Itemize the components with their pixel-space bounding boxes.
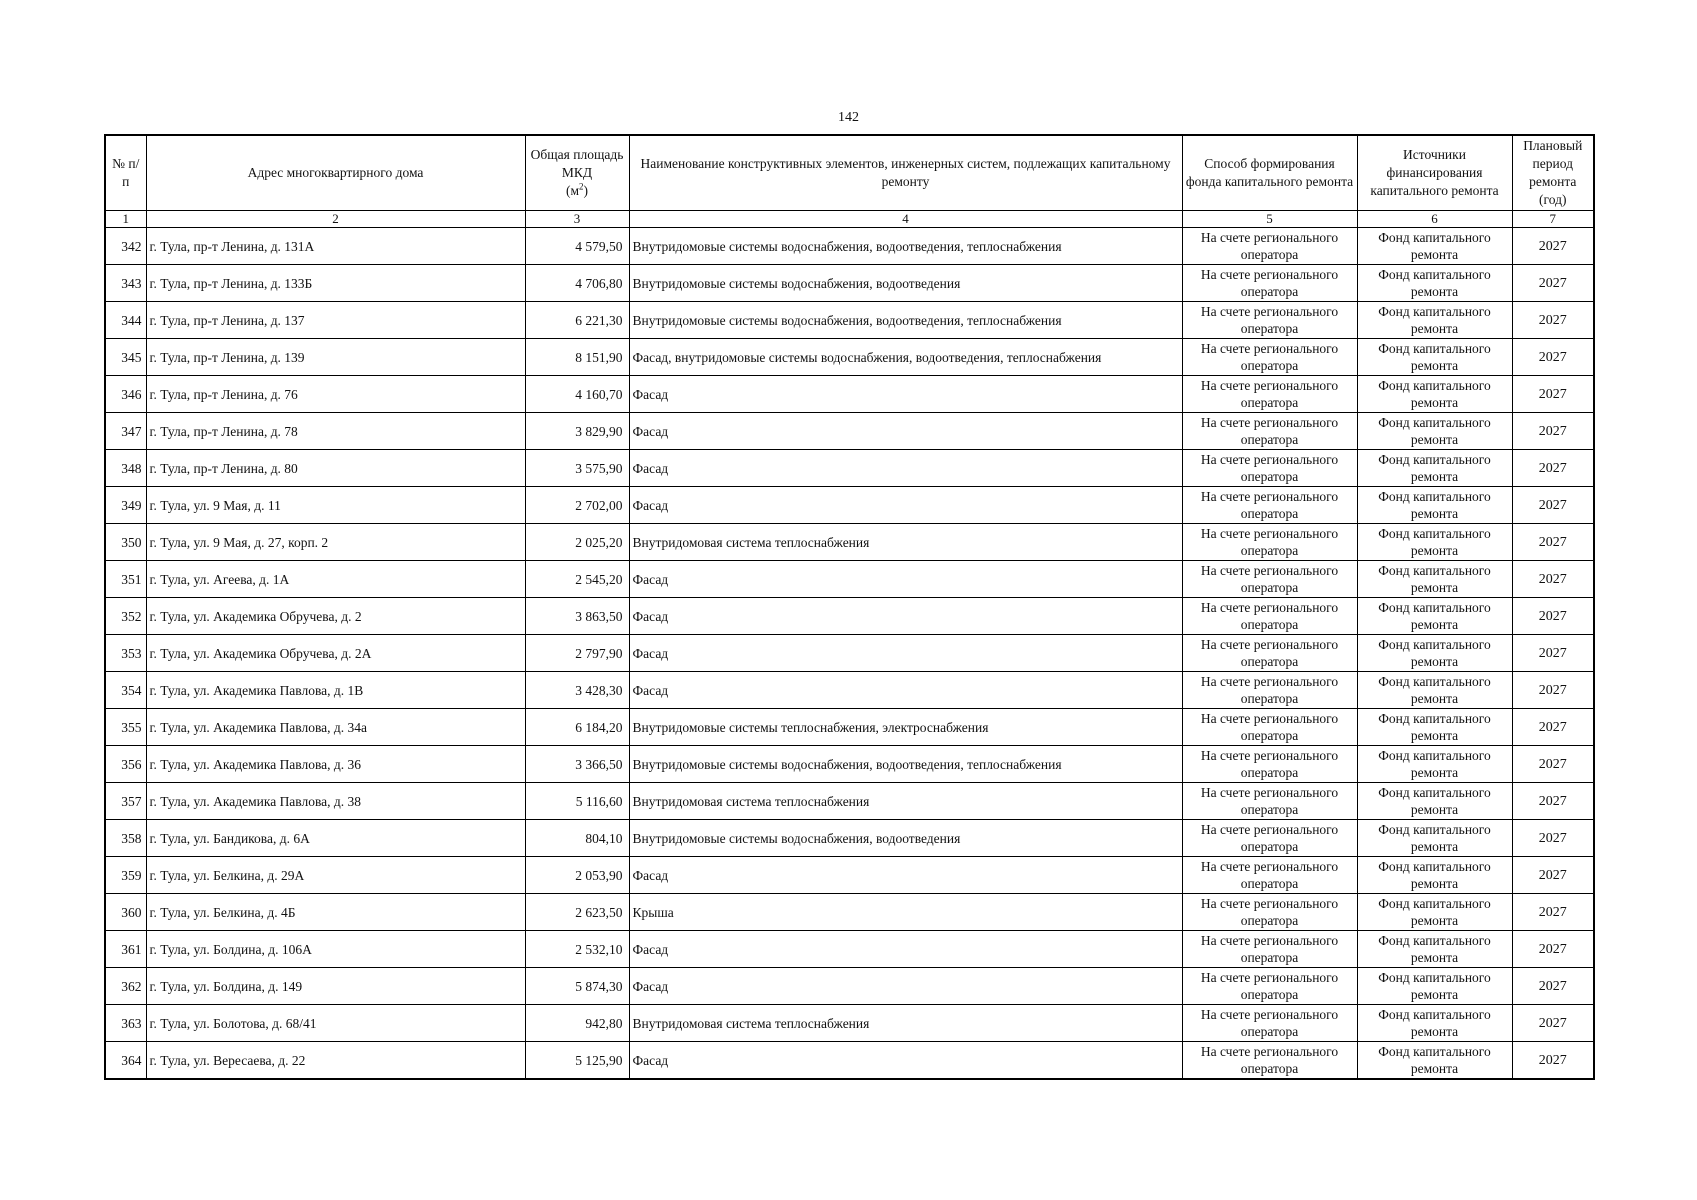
- source-cell: Фонд капитального ремонта: [1357, 561, 1512, 598]
- address-cell: г. Тула, ул. Академика Павлова, д. 34а: [146, 709, 525, 746]
- table-row: [105, 635, 1594, 672]
- area-cell: 2 025,20: [525, 524, 629, 561]
- source-cell: Фонд капитального ремонта: [1357, 376, 1512, 413]
- row-number: 343: [105, 265, 146, 302]
- method-cell: На счете регионального оператора: [1182, 450, 1357, 487]
- year-cell: 2027: [1512, 931, 1594, 968]
- header-elements: Наименование конструктивных элементов, инженерных систем, подлежащих капитальному ремонту: [629, 135, 1182, 211]
- area-cell: 2 623,50: [525, 894, 629, 931]
- address-cell: г. Тула, ул. Вересаева, д. 22: [146, 1042, 525, 1080]
- repair-program-table: [104, 134, 1595, 1080]
- elements-cell: Фасад: [629, 1042, 1182, 1080]
- elements-cell: Внутридомовая система теплоснабжения: [629, 783, 1182, 820]
- year-cell: 2027: [1512, 302, 1594, 339]
- row-number: 347: [105, 413, 146, 450]
- method-cell: На счете регионального оператора: [1182, 931, 1357, 968]
- elements-cell: Внутридомовые системы теплоснабжения, электроснабжения: [629, 709, 1182, 746]
- row-number: 357: [105, 783, 146, 820]
- source-cell: Фонд капитального ремонта: [1357, 968, 1512, 1005]
- method-cell: На счете регионального оператора: [1182, 413, 1357, 450]
- source-cell: Фонд капитального ремонта: [1357, 931, 1512, 968]
- table-row: [105, 598, 1594, 635]
- table-row: [105, 228, 1594, 265]
- elements-cell: Внутридомовые системы водоснабжения, водоотведения, теплоснабжения: [629, 746, 1182, 783]
- method-cell: На счете регионального оператора: [1182, 672, 1357, 709]
- address-cell: г. Тула, ул. Академика Павлова, д. 38: [146, 783, 525, 820]
- table-row: [105, 672, 1594, 709]
- method-cell: На счете регионального оператора: [1182, 561, 1357, 598]
- area-cell: 2 702,00: [525, 487, 629, 524]
- year-cell: 2027: [1512, 265, 1594, 302]
- year-cell: 2027: [1512, 228, 1594, 265]
- table-row: [105, 450, 1594, 487]
- source-cell: Фонд капитального ремонта: [1357, 857, 1512, 894]
- year-cell: 2027: [1512, 339, 1594, 376]
- row-number: 360: [105, 894, 146, 931]
- method-cell: На счете регионального оператора: [1182, 820, 1357, 857]
- header-num: № п/п: [105, 135, 146, 211]
- elements-cell: Внутридомовая система теплоснабжения: [629, 524, 1182, 561]
- year-cell: 2027: [1512, 709, 1594, 746]
- header-area-label: Общая площадь МКД: [530, 147, 624, 180]
- method-cell: На счете регионального оператора: [1182, 265, 1357, 302]
- method-cell: На счете регионального оператора: [1182, 746, 1357, 783]
- method-cell: На счете регионального оператора: [1182, 635, 1357, 672]
- elements-cell: Фасад: [629, 857, 1182, 894]
- source-cell: Фонд капитального ремонта: [1357, 302, 1512, 339]
- year-cell: 2027: [1512, 857, 1594, 894]
- elements-cell: Внутридомовые системы водоснабжения, водоотведения, теплоснабжения: [629, 228, 1182, 265]
- address-cell: г. Тула, ул. Болдина, д. 106А: [146, 931, 525, 968]
- area-cell: 4 706,80: [525, 265, 629, 302]
- address-cell: г. Тула, пр-т Ленина, д. 131А: [146, 228, 525, 265]
- table-row: [105, 339, 1594, 376]
- area-cell: 3 428,30: [525, 672, 629, 709]
- source-cell: Фонд капитального ремонта: [1357, 783, 1512, 820]
- row-number: 348: [105, 450, 146, 487]
- table-row: [105, 931, 1594, 968]
- row-number: 344: [105, 302, 146, 339]
- method-cell: На счете регионального оператора: [1182, 339, 1357, 376]
- source-cell: Фонд капитального ремонта: [1357, 487, 1512, 524]
- row-number: 345: [105, 339, 146, 376]
- area-cell: 2 053,90: [525, 857, 629, 894]
- table-row: [105, 857, 1594, 894]
- table-row: [105, 376, 1594, 413]
- source-cell: Фонд капитального ремонта: [1357, 709, 1512, 746]
- year-cell: 2027: [1512, 598, 1594, 635]
- row-number: 349: [105, 487, 146, 524]
- source-cell: Фонд капитального ремонта: [1357, 339, 1512, 376]
- year-cell: 2027: [1512, 1042, 1594, 1080]
- column-number: 4: [629, 211, 1182, 228]
- address-cell: г. Тула, ул. Академика Обручева, д. 2: [146, 598, 525, 635]
- row-number: 356: [105, 746, 146, 783]
- year-cell: 2027: [1512, 894, 1594, 931]
- area-cell: 4 579,50: [525, 228, 629, 265]
- table-row: [105, 968, 1594, 1005]
- method-cell: На счете регионального оператора: [1182, 709, 1357, 746]
- year-cell: 2027: [1512, 968, 1594, 1005]
- elements-cell: Фасад: [629, 598, 1182, 635]
- method-cell: На счете регионального оператора: [1182, 228, 1357, 265]
- year-cell: 2027: [1512, 1005, 1594, 1042]
- area-cell: 804,10: [525, 820, 629, 857]
- source-cell: Фонд капитального ремонта: [1357, 1005, 1512, 1042]
- table-row: [105, 524, 1594, 561]
- year-cell: 2027: [1512, 820, 1594, 857]
- area-cell: 2 545,20: [525, 561, 629, 598]
- table-row: [105, 709, 1594, 746]
- elements-cell: Фасад: [629, 561, 1182, 598]
- address-cell: г. Тула, ул. Академика Павлова, д. 1В: [146, 672, 525, 709]
- year-cell: 2027: [1512, 376, 1594, 413]
- elements-cell: Крыша: [629, 894, 1182, 931]
- source-cell: Фонд капитального ремонта: [1357, 746, 1512, 783]
- row-number: 363: [105, 1005, 146, 1042]
- address-cell: г. Тула, ул. Академика Павлова, д. 36: [146, 746, 525, 783]
- elements-cell: Внутридомовые системы водоснабжения, водоотведения: [629, 265, 1182, 302]
- row-number: 350: [105, 524, 146, 561]
- address-cell: г. Тула, пр-т Ленина, д. 76: [146, 376, 525, 413]
- address-cell: г. Тула, пр-т Ленина, д. 80: [146, 450, 525, 487]
- row-number: 359: [105, 857, 146, 894]
- address-cell: г. Тула, ул. Бандикова, д. 6А: [146, 820, 525, 857]
- method-cell: На счете регионального оператора: [1182, 783, 1357, 820]
- table-row: [105, 1042, 1594, 1080]
- method-cell: На счете регионального оператора: [1182, 857, 1357, 894]
- address-cell: г. Тула, ул. Болотова, д. 68/41: [146, 1005, 525, 1042]
- source-cell: Фонд капитального ремонта: [1357, 894, 1512, 931]
- elements-cell: Внутридомовые системы водоснабжения, водоотведения: [629, 820, 1182, 857]
- method-cell: На счете регионального оператора: [1182, 487, 1357, 524]
- header-row: [105, 135, 1594, 211]
- table-row: [105, 413, 1594, 450]
- method-cell: На счете регионального оператора: [1182, 302, 1357, 339]
- table-row: [105, 561, 1594, 598]
- table-row: [105, 894, 1594, 931]
- header-source: Источники финансирования капитального ремонта: [1357, 135, 1512, 211]
- row-number: 364: [105, 1042, 146, 1080]
- area-cell: 3 829,90: [525, 413, 629, 450]
- column-number: 7: [1512, 211, 1594, 228]
- year-cell: 2027: [1512, 635, 1594, 672]
- table-row: [105, 783, 1594, 820]
- header-period: Плановый период ремонта (год): [1512, 135, 1594, 211]
- table-row: [105, 302, 1594, 339]
- method-cell: На счете регионального оператора: [1182, 968, 1357, 1005]
- row-number: 342: [105, 228, 146, 265]
- source-cell: Фонд капитального ремонта: [1357, 672, 1512, 709]
- column-number: 1: [105, 211, 146, 228]
- year-cell: 2027: [1512, 672, 1594, 709]
- column-number: 5: [1182, 211, 1357, 228]
- source-cell: Фонд капитального ремонта: [1357, 820, 1512, 857]
- method-cell: На счете регионального оператора: [1182, 598, 1357, 635]
- elements-cell: Фасад: [629, 450, 1182, 487]
- area-cell: 3 575,90: [525, 450, 629, 487]
- table-row: [105, 746, 1594, 783]
- table-row: [105, 265, 1594, 302]
- elements-cell: Внутридомовые системы водоснабжения, водоотведения, теплоснабжения: [629, 302, 1182, 339]
- area-cell: 6 184,20: [525, 709, 629, 746]
- elements-cell: Внутридомовая система теплоснабжения: [629, 1005, 1182, 1042]
- area-cell: 6 221,30: [525, 302, 629, 339]
- elements-cell: Фасад: [629, 487, 1182, 524]
- area-cell: 5 874,30: [525, 968, 629, 1005]
- header-area-unit: $(м^2)$: [565, 181, 589, 198]
- elements-cell: Фасад: [629, 968, 1182, 1005]
- table-row: [105, 820, 1594, 857]
- column-number: 6: [1357, 211, 1512, 228]
- elements-cell: Фасад: [629, 413, 1182, 450]
- header-area: [525, 135, 629, 211]
- row-number: 353: [105, 635, 146, 672]
- address-cell: г. Тула, ул. Академика Обручева, д. 2А: [146, 635, 525, 672]
- area-cell: 5 116,60: [525, 783, 629, 820]
- address-cell: г. Тула, ул. 9 Мая, д. 27, корп. 2: [146, 524, 525, 561]
- table-row: [105, 487, 1594, 524]
- column-number-row: [105, 211, 1594, 228]
- method-cell: На счете регионального оператора: [1182, 376, 1357, 413]
- year-cell: 2027: [1512, 561, 1594, 598]
- address-cell: г. Тула, пр-т Ленина, д. 133Б: [146, 265, 525, 302]
- row-number: 351: [105, 561, 146, 598]
- address-cell: г. Тула, ул. Белкина, д. 4Б: [146, 894, 525, 931]
- row-number: 362: [105, 968, 146, 1005]
- year-cell: 2027: [1512, 450, 1594, 487]
- header-method: Способ формирования фонда капитального ремонта: [1182, 135, 1357, 211]
- area-cell: 2 532,10: [525, 931, 629, 968]
- row-number: 346: [105, 376, 146, 413]
- year-cell: 2027: [1512, 524, 1594, 561]
- row-number: 352: [105, 598, 146, 635]
- address-cell: г. Тула, ул. Агеева, д. 1А: [146, 561, 525, 598]
- source-cell: Фонд капитального ремонта: [1357, 450, 1512, 487]
- year-cell: 2027: [1512, 783, 1594, 820]
- address-cell: г. Тула, ул. Болдина, д. 149: [146, 968, 525, 1005]
- address-cell: г. Тула, ул. 9 Мая, д. 11: [146, 487, 525, 524]
- area-cell: 2 797,90: [525, 635, 629, 672]
- address-cell: г. Тула, пр-т Ленина, д. 78: [146, 413, 525, 450]
- address-cell: г. Тула, пр-т Ленина, д. 137: [146, 302, 525, 339]
- row-number: 354: [105, 672, 146, 709]
- year-cell: 2027: [1512, 487, 1594, 524]
- address-cell: г. Тула, пр-т Ленина, д. 139: [146, 339, 525, 376]
- area-cell: 8 151,90: [525, 339, 629, 376]
- elements-cell: Фасад: [629, 635, 1182, 672]
- method-cell: На счете регионального оператора: [1182, 894, 1357, 931]
- area-cell: 4 160,70: [525, 376, 629, 413]
- area-cell: 5 125,90: [525, 1042, 629, 1080]
- row-number: 355: [105, 709, 146, 746]
- row-number: 358: [105, 820, 146, 857]
- source-cell: Фонд капитального ремонта: [1357, 1042, 1512, 1080]
- elements-cell: Фасад, внутридомовые системы водоснабжения, водоотведения, теплоснабжения: [629, 339, 1182, 376]
- elements-cell: Фасад: [629, 931, 1182, 968]
- source-cell: Фонд капитального ремонта: [1357, 265, 1512, 302]
- method-cell: На счете регионального оператора: [1182, 1042, 1357, 1080]
- area-cell: 3 366,50: [525, 746, 629, 783]
- source-cell: Фонд капитального ремонта: [1357, 598, 1512, 635]
- page-number: 142: [838, 110, 859, 125]
- area-cell: 942,80: [525, 1005, 629, 1042]
- source-cell: Фонд капитального ремонта: [1357, 635, 1512, 672]
- source-cell: Фонд капитального ремонта: [1357, 524, 1512, 561]
- method-cell: На счете регионального оператора: [1182, 524, 1357, 561]
- year-cell: 2027: [1512, 746, 1594, 783]
- method-cell: На счете регионального оператора: [1182, 1005, 1357, 1042]
- elements-cell: Фасад: [629, 376, 1182, 413]
- row-number: 361: [105, 931, 146, 968]
- area-cell: 3 863,50: [525, 598, 629, 635]
- source-cell: Фонд капитального ремонта: [1357, 413, 1512, 450]
- header-address: Адрес многоквартирного дома: [146, 135, 525, 211]
- elements-cell: Фасад: [629, 672, 1182, 709]
- source-cell: Фонд капитального ремонта: [1357, 228, 1512, 265]
- address-cell: г. Тула, ул. Белкина, д. 29А: [146, 857, 525, 894]
- year-cell: 2027: [1512, 413, 1594, 450]
- table-body: [105, 228, 1594, 1080]
- column-number: 2: [146, 211, 525, 228]
- table-row: [105, 1005, 1594, 1042]
- column-number: 3: [525, 211, 629, 228]
